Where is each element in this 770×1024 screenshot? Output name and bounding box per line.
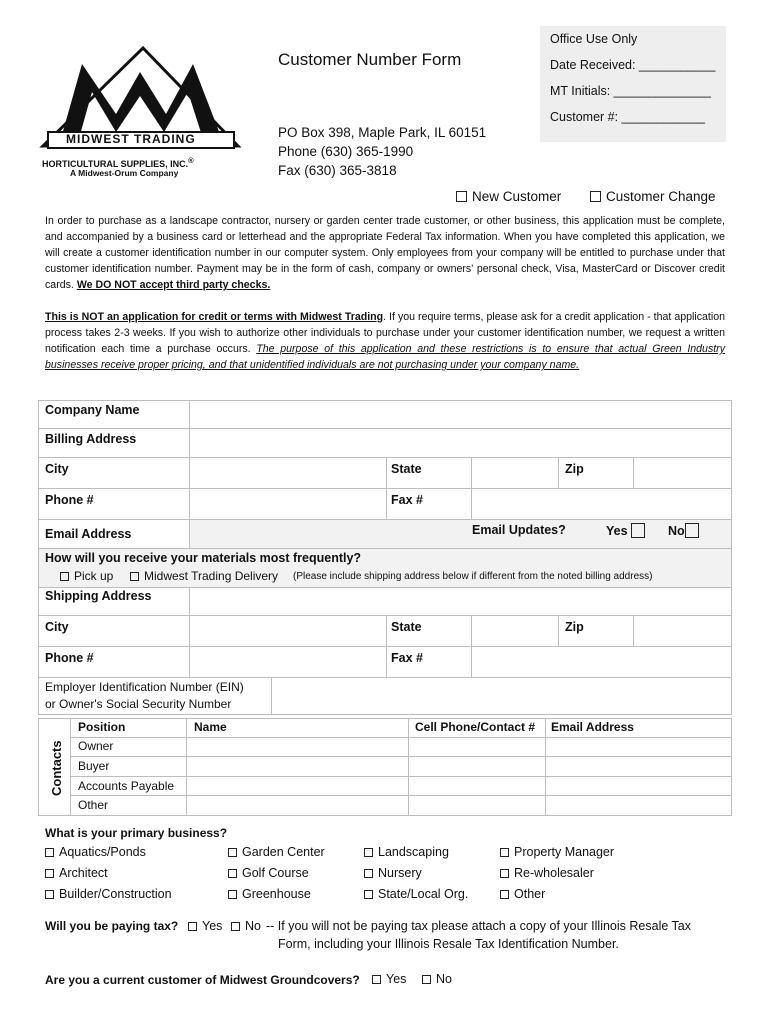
groundcovers-no-checkbox[interactable] [422,975,431,984]
contact-row-owner [70,737,732,757]
ein-input[interactable] [271,677,732,715]
ship-fax-input[interactable] [471,646,732,678]
state-local-checkbox[interactable] [364,890,373,899]
form-title: Customer Number Form [278,50,462,69]
groundcovers-yes-option[interactable]: Yes [372,972,406,986]
tax-yes-option[interactable]: Yes [188,919,222,933]
business-other[interactable]: Other [500,887,545,901]
company-logo [38,44,248,184]
date-received-field: Date Received: ___________ [550,58,716,72]
mt-initials-field: MT Initials: ______________ [550,84,711,98]
groundcovers-yes-checkbox[interactable] [372,975,381,984]
company-name-label: Company Name [45,403,140,417]
shipping-address-label: Shipping Address [45,589,152,603]
business-aquatics[interactable]: Aquatics/Ponds [45,845,146,859]
business-state-local[interactable]: State/Local Org. [364,887,468,901]
business-question: What is your primary business? [45,826,228,840]
customer-change-checkbox[interactable] [590,191,601,202]
city-input[interactable] [189,457,387,489]
zip-label: Zip [565,462,584,476]
property-manager-checkbox[interactable] [500,848,509,857]
ship-city-label: City [45,620,69,634]
landscaping-checkbox[interactable] [364,848,373,857]
contacts-header-email: Email Address [551,720,634,734]
groundcovers-question: Are you a current customer of Midwest Groundcovers? [45,973,360,987]
email-updates-label: Email Updates? [472,523,566,537]
business-rewholesaler[interactable]: Re-wholesaler [500,866,594,880]
builder-checkbox[interactable] [45,890,54,899]
business-property-manager[interactable]: Property Manager [500,845,614,859]
ship-city-input[interactable] [189,615,387,647]
logo-line-3: A Midwest-Orum Company [70,168,179,178]
groundcovers-no-option[interactable]: No [422,972,452,986]
state-input[interactable] [471,457,559,489]
golf-course-checkbox[interactable] [228,869,237,878]
ship-state-input[interactable] [471,615,559,647]
tax-yes-checkbox[interactable] [188,922,197,931]
nursery-checkbox[interactable] [364,869,373,878]
position-buyer: Buyer [78,759,110,773]
delivery-option[interactable]: Midwest Trading Delivery [130,569,278,583]
aquatics-checkbox[interactable] [45,848,54,857]
other-business-checkbox[interactable] [500,890,509,899]
business-landscaping[interactable]: Landscaping [364,845,449,859]
ship-phone-input[interactable] [189,646,387,678]
email-label: Email Address [45,527,132,541]
fax-label: Fax # [391,493,423,507]
customer-change-option[interactable]: Customer Change [590,189,716,204]
position-accounts-payable: Accounts Payable [78,779,175,793]
state-label: State [391,462,422,476]
fax-input[interactable] [471,488,732,520]
greenhouse-checkbox[interactable] [228,890,237,899]
intro-paragraph-1: In order to purchase as a landscape contractor, nursery or garden center trade customer, or other business, this application must be complete, and accompanied by a business card or letterhead and the appropriate Federal Tax information. When you have completed this application, we will create a customer identification number in our computer system. Only employees from your company will be entitled to purchase under that customer identification number. Payment may be in the form of cash, company or owners' personal check, Visa, MasterCard or Discover credit cards. We DO NOT accept third party checks. [45,215,725,291]
contacts-header-position: Position [78,720,126,734]
phone-input[interactable] [189,488,387,520]
business-architect[interactable]: Architect [45,866,108,880]
tax-no-checkbox[interactable] [231,922,240,931]
business-garden-center[interactable]: Garden Center [228,845,325,859]
tax-note-1: -- If you will not be paying tax please attach a copy of your Illinois Resale Tax [266,919,691,933]
rewholesaler-checkbox[interactable] [500,869,509,878]
architect-checkbox[interactable] [45,869,54,878]
ein-label-2: or Owner's Social Security Number [45,697,232,711]
email-updates-no-checkbox[interactable] [685,523,699,538]
tax-question: Will you be paying tax? [45,919,179,933]
email-updates-no[interactable]: No [668,523,699,538]
email-updates-yes-checkbox[interactable] [631,523,645,538]
new-customer-option[interactable]: New Customer [456,189,561,204]
delivery-note: (Please include shipping address below if different from the noted billing address) [293,571,653,582]
logo-line-1: MIDWEST TRADING [66,132,196,146]
ship-state-label: State [391,620,422,634]
customer-info-table [38,400,732,716]
business-golf-course[interactable]: Golf Course [228,866,309,880]
office-use-title: Office Use Only [550,32,638,46]
position-other: Other [78,798,109,812]
pickup-checkbox[interactable] [60,572,69,581]
pickup-option[interactable]: Pick up [60,569,113,583]
position-owner: Owner [78,739,114,753]
email-input[interactable] [189,519,732,549]
billing-address-input[interactable] [189,428,732,458]
delivery-checkbox[interactable] [130,572,139,581]
customer-number-field: Customer #: ____________ [550,110,705,124]
shipping-address-input[interactable] [189,587,732,616]
business-greenhouse[interactable]: Greenhouse [228,887,311,901]
logo-line-2: HORTICULTURAL SUPPLIES, INC.® [42,156,194,169]
business-builder[interactable]: Builder/Construction [45,887,172,901]
company-fax: Fax (630) 365-3818 [278,163,397,178]
city-label: City [45,462,69,476]
company-phone: Phone (630) 365-1990 [278,144,414,159]
ship-phone-label: Phone # [45,651,94,665]
company-address: PO Box 398, Maple Park, IL 60151 [278,125,487,140]
contacts-side-label: Contacts [49,740,64,796]
business-nursery[interactable]: Nursery [364,866,422,880]
company-name-input[interactable] [189,400,732,429]
billing-address-label: Billing Address [45,432,137,446]
intro-paragraph-2: This is NOT an application for credit or terms with Midwest Trading. If you require terms, please ask for a credit application - that application process takes 2-3 weeks. If you wish to authorize other individuals to purchase under your customer identification number, we request a written notification each time a purchase occurs. The purpose of this application and these restrictions is to ensure that actual Green Industry businesses receive proper pricing, and that unidentified individuals are not purchasing under your company name. [45,311,726,371]
tax-no-option[interactable]: No [231,919,261,933]
ship-fax-label: Fax # [391,651,423,665]
contacts-header-phone: Cell Phone/Contact # [415,720,536,734]
phone-label: Phone # [45,493,94,507]
ship-zip-input[interactable] [633,615,732,647]
new-customer-checkbox[interactable] [456,191,467,202]
email-updates-yes[interactable]: Yes [606,523,645,538]
contacts-header-name: Name [194,720,227,734]
office-use-box [540,26,726,142]
ship-zip-label: Zip [565,620,584,634]
ein-label-1: Employer Identification Number (EIN) [45,680,244,694]
garden-center-checkbox[interactable] [228,848,237,857]
zip-input[interactable] [633,457,732,489]
receive-method-question: How will you receive your materials most frequently? [45,551,362,565]
contacts-table [38,718,732,816]
tax-note-2: Form, including your Illinois Resale Tax Identification Number. [278,937,619,951]
